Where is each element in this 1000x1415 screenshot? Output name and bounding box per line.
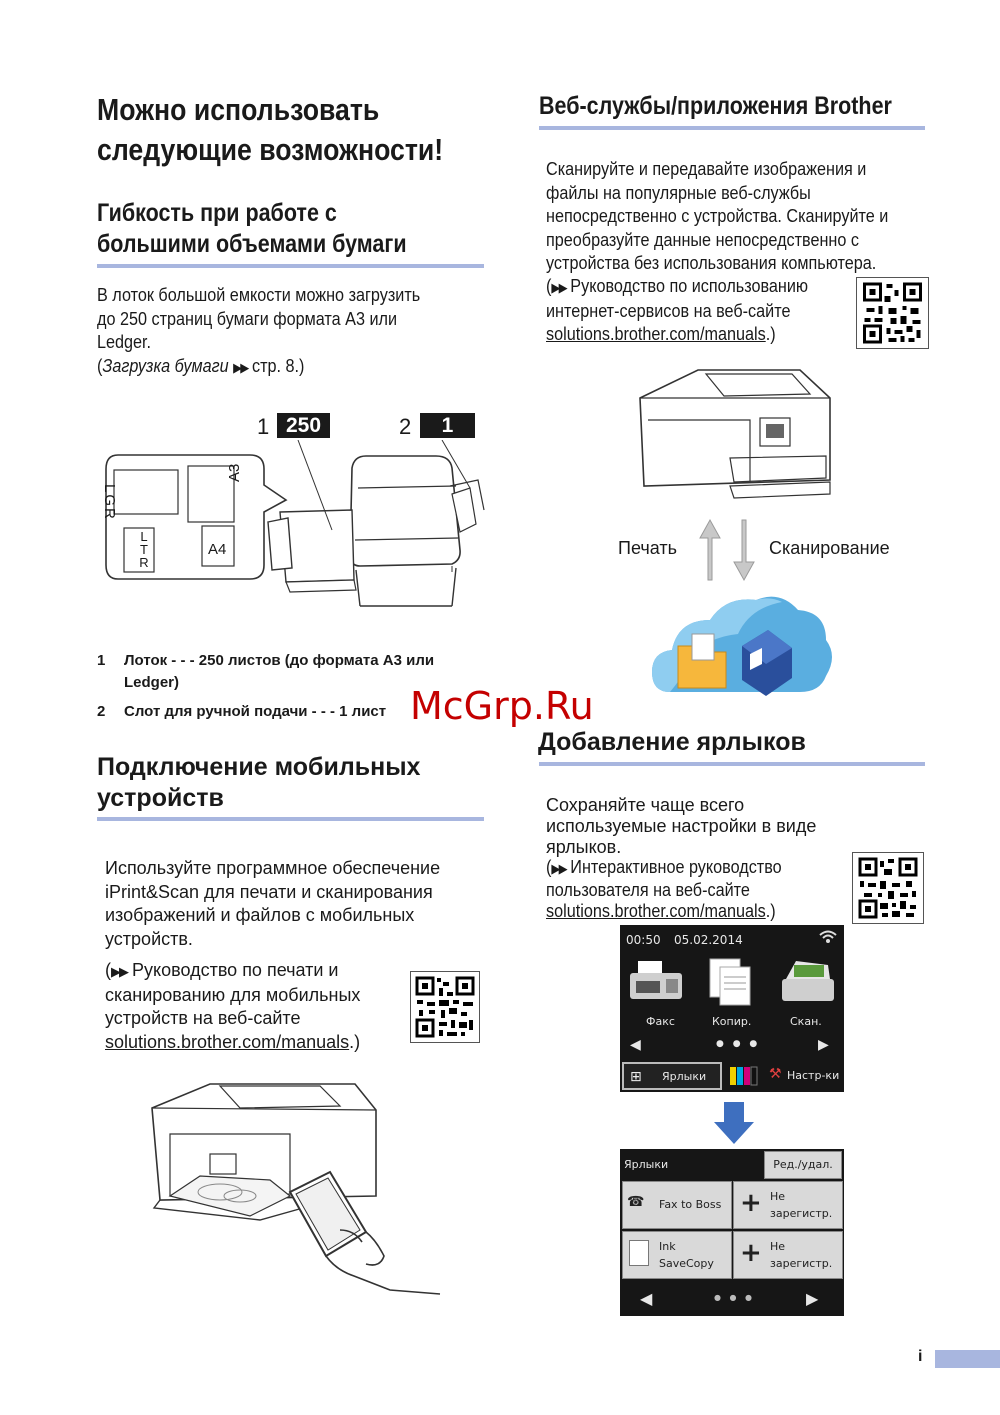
shortcuts-text: Сохраняйте чаще всего используемые настройки в виде ярлыков.: [546, 795, 817, 857]
double-arrow-icon: ▶▶: [551, 861, 566, 876]
shortcuts-ref: (▶▶ Интерактивное руководство пользователя на веб-сайте solutions.brother.com/manuals.): [546, 857, 782, 921]
add-shortcut-icon: ⊞: [630, 1069, 642, 1085]
shortcuts-heading: Добавление ярлыков: [538, 728, 806, 756]
paper-size-lgr: LGR: [101, 484, 118, 521]
main-title: Можно использовать следующие возможности!: [97, 92, 444, 167]
web-manual-link[interactable]: solutions.brother.com/manuals: [546, 324, 766, 344]
mobile-ref: (▶▶ Руководство по печати и сканированию для мобильных устройств на веб-сайте solutions.brother.com/manuals.): [105, 960, 361, 1052]
shortcuts-button[interactable]: ⊞ Ярлыки: [622, 1062, 722, 1090]
scan-icon[interactable]: [780, 959, 836, 1005]
lcd-date: 05.02.2014: [674, 933, 743, 947]
lcd2-left-arrow-icon[interactable]: ◀: [640, 1289, 653, 1308]
lcd2-right-arrow-icon[interactable]: ▶: [806, 1289, 819, 1308]
down-arrow-icon: [712, 1100, 756, 1146]
manual-slot-badge: 1: [420, 413, 475, 438]
lcd-right-arrow-icon[interactable]: ▶: [818, 1037, 829, 1053]
lcd-copy-label: Копир.: [712, 1015, 752, 1028]
double-arrow-icon: ▶▶: [551, 280, 566, 295]
watermark: McGrp.Ru: [410, 684, 594, 728]
fax-icon: ☎: [627, 1194, 645, 1210]
mobile-printing-illustration: [140, 1080, 445, 1295]
paper-ref: (Загрузка бумаги ▶▶ стр. 8.): [97, 355, 305, 376]
mobile-heading: Подключение мобильных устройств: [97, 753, 421, 812]
shortcuts-manual-link[interactable]: solutions.brother.com/manuals: [546, 901, 766, 921]
mobile-text: Используйте программное обеспечение iPrint&Scan для печати и сканирования изображений и файлов с мобильных устройств.: [105, 858, 441, 949]
label-1-num: 1: [257, 414, 270, 439]
double-arrow-icon: ▶▶: [111, 964, 127, 979]
lcd-shortcuts-title: Ярлыки: [624, 1158, 669, 1171]
web-text: Сканируйте и передавайте изображения и файлы на популярные веб-службы непосредственно с устройства. Сканируйте и преобразуйте данные непосредственно с устройства без использования компьютера.: [546, 159, 889, 273]
tray-capacity-badge: 250: [277, 413, 330, 438]
caption-1-num: 1: [97, 652, 106, 669]
lcd-time: 00:50: [626, 933, 661, 947]
web-services-illustration: [630, 358, 840, 703]
plus-icon: +: [740, 1188, 762, 1218]
wifi-icon: [818, 929, 838, 949]
fax-icon[interactable]: [628, 959, 684, 1005]
page-dots: ● ● ●: [714, 1293, 756, 1302]
qr-code-icon: [410, 971, 480, 1043]
page-number: i: [918, 1348, 923, 1365]
fax-to-boss-shortcut[interactable]: ☎ Fax to Boss: [622, 1181, 732, 1229]
paper-heading-rule: [97, 264, 484, 268]
paper-heading: Гибкость при работе с большими объемами бумаги: [97, 199, 407, 258]
shortcuts-heading-rule: [539, 762, 925, 766]
plus-icon: +: [740, 1238, 762, 1268]
caption-2-num: 2: [97, 703, 106, 720]
settings-button[interactable]: ⚒ Настр-ки: [769, 1066, 840, 1082]
paper-size-a3: A3: [226, 463, 243, 482]
lcd-scan-label: Скан.: [790, 1015, 822, 1028]
label-2-num: 2: [399, 414, 412, 439]
qr-code-icon: [852, 852, 924, 924]
edit-delete-button[interactable]: Ред./удал.: [764, 1151, 842, 1179]
paper-size-ltr: LTR: [139, 529, 149, 570]
shortcuts-screen-lcd: [620, 1149, 844, 1316]
caption-1-text: Лоток - - - 250 листов (до формата A3 или Ledger): [124, 652, 435, 691]
qr-code-icon: [856, 277, 929, 349]
paper-text: В лоток большой емкости можно загрузить до 250 страниц бумаги формата A3 или Ledger. (Загрузка бумаги ▶▶ стр. 8.): [97, 284, 420, 379]
tools-icon: ⚒: [769, 1066, 782, 1082]
ink-icon[interactable]: [726, 1065, 762, 1087]
print-label: Печать: [618, 538, 677, 558]
page-dots: ● ● ●: [716, 1039, 761, 1049]
paper-tray-illustration: [100, 440, 490, 615]
empty-shortcut-2[interactable]: + Не зарегистр.: [733, 1231, 843, 1279]
empty-shortcut-1[interactable]: + Не зарегистр.: [733, 1181, 843, 1229]
web-heading: Веб-службы/приложения Brother: [539, 92, 892, 120]
caption-2-text: Слот для ручной подачи - - - 1 лист: [124, 703, 387, 720]
web-heading-rule: [539, 126, 925, 130]
lcd-fax-label: Факс: [646, 1015, 675, 1028]
lcd-left-arrow-icon[interactable]: ◀: [630, 1037, 641, 1053]
home-screen-lcd: [620, 925, 844, 1092]
copy-icon[interactable]: [706, 955, 756, 1007]
page-tab: [935, 1350, 1000, 1368]
scan-label: Сканирование: [769, 538, 890, 558]
web-ref: (▶▶ Руководство по использованию интернет-сервисов на веб-сайте solutions.brother.com/manuals.): [546, 276, 809, 344]
mobile-heading-rule: [97, 817, 484, 821]
ink-save-copy-shortcut[interactable]: Ink SaveCopy: [622, 1231, 732, 1279]
mobile-manual-link[interactable]: solutions.brother.com/manuals: [105, 1031, 350, 1052]
paper-size-a4: A4: [208, 541, 227, 558]
double-arrow-icon: ▶▶: [233, 359, 248, 375]
document-icon: [629, 1240, 649, 1266]
